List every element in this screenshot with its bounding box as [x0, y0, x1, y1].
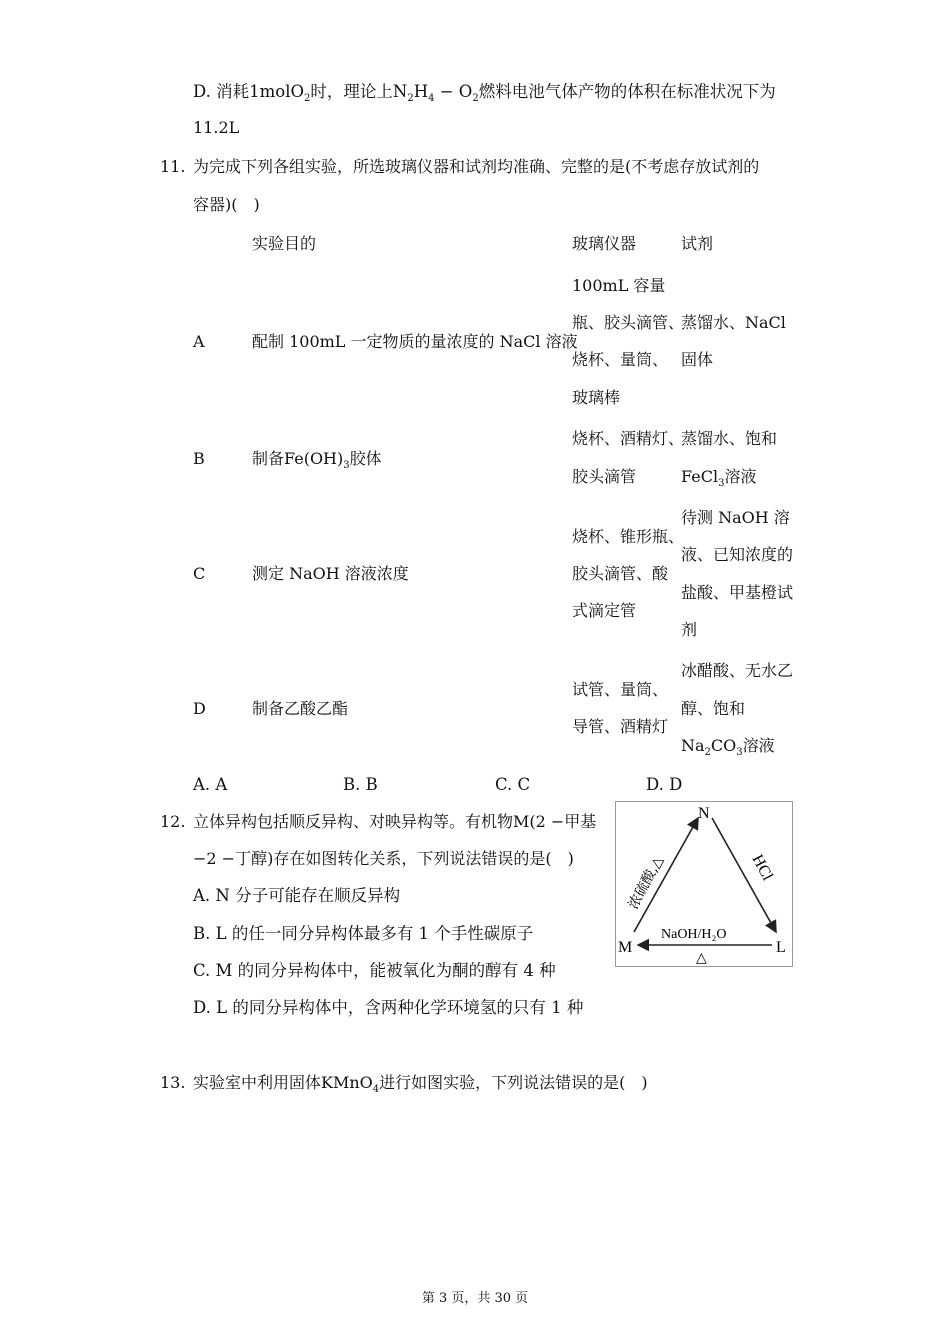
header-glassware: 玻璃仪器 — [572, 234, 637, 253]
row-purpose: 制备乙酸乙酯 — [252, 699, 349, 718]
row-glass-line: 100mL 容量 — [572, 276, 666, 295]
answer-option-a[interactable]: A. N 分子可能存在顺反异构 — [193, 886, 401, 905]
row-reagent-line: $Na_2CO_3$溶液 — [681, 736, 775, 758]
row-glass-line: 瓶、胶头滴管、 — [572, 313, 685, 332]
heat-symbol: △ — [696, 950, 707, 966]
right-reagent-label: HCl — [748, 851, 776, 884]
row-glass-line: 烧杯、锥形瓶、 — [572, 527, 685, 546]
question-number: 12. — [160, 812, 186, 831]
question-stem: 立体异构包括顺反异构、对映异构等。有机物M(2 −甲基 — [193, 812, 597, 831]
row-glass-line: 试管、量筒、 — [572, 680, 669, 699]
question-stem: 实验室中利用固体KMnO$_4$进行如图实验，下列说法错误的是( ) — [193, 1073, 648, 1095]
row-purpose: 测定 NaOH 溶液浓度 — [252, 564, 409, 583]
row-glass-line: 烧杯、酒精灯、 — [572, 429, 685, 448]
row-label: D — [193, 699, 206, 718]
node-l: L — [776, 939, 786, 956]
answer-option-a[interactable]: A. A — [193, 775, 228, 794]
bottom-reagent-label: NaOH/H₂O — [661, 927, 727, 942]
node-m: M — [618, 939, 633, 956]
row-label: B — [193, 449, 205, 468]
row-reagent-line: 蒸馏水、NaCl — [681, 313, 786, 332]
row-glass-line: 胶头滴管 — [572, 467, 637, 486]
row-reagent-line: 冰醋酸、无水乙 — [681, 661, 794, 680]
answer-option-c[interactable]: C. C — [495, 775, 531, 794]
header-purpose: 实验目的 — [252, 234, 317, 253]
row-reagent-line: 液、已知浓度的 — [681, 545, 794, 564]
question-stem-cont: −2 −丁醇)存在如图转化关系，下列说法错误的是( ) — [193, 849, 574, 868]
row-label: C — [193, 564, 206, 583]
row-reagent-line: 醇、饱和 — [681, 699, 746, 718]
row-reagent-line: 固体 — [681, 350, 714, 369]
header-reagent: 试剂 — [681, 234, 714, 253]
conversion-diagram — [615, 801, 793, 967]
row-glass-line: 导管、酒精灯 — [572, 717, 669, 736]
answer-option-d[interactable]: D. L 的同分异构体中，含两种化学环境氢的只有 1 种 — [193, 998, 584, 1017]
row-glass-line: 式滴定管 — [572, 601, 637, 620]
row-reagent-line: 待测 NaOH 溶 — [681, 508, 790, 527]
question-number: 13. — [160, 1073, 186, 1092]
question-stem: 为完成下列各组实验，所选玻璃仪器和试剂均准确、完整的是(不考虑存放试剂的 — [193, 157, 760, 176]
q10-option-d-cont: 11.2L — [193, 118, 240, 137]
question-stem-cont: 容器)( ) — [193, 195, 260, 214]
left-reagent-label: 浓硫酸,△ — [625, 853, 667, 912]
answer-option-d[interactable]: D. D — [646, 775, 683, 794]
row-glass-line: 胶头滴管、酸 — [572, 564, 669, 583]
answer-option-b[interactable]: B. B — [343, 775, 378, 794]
row-purpose: 制备$Fe(OH)_3$胶体 — [252, 449, 382, 471]
q10-option-d: D. 消耗1molO$_2$时，理论上$N_2H_4 - O_2$燃料电池气体产物的体积在标准状况下为 — [193, 82, 776, 104]
answer-option-b[interactable]: B. L 的任一同分异构体最多有 1 个手性碳原子 — [193, 924, 534, 943]
row-reagent-line: 剂 — [681, 620, 698, 639]
row-reagent-line: 蒸馏水、饱和 — [681, 429, 778, 448]
row-purpose: 配制 100mL 一定物质的量浓度的 NaCl 溶液 — [252, 332, 578, 351]
row-reagent-line: 盐酸、甲基橙试 — [681, 583, 794, 602]
question-number: 11. — [160, 157, 186, 176]
row-label: A — [193, 332, 205, 351]
node-n: N — [698, 805, 710, 822]
page-footer: 第 3 页，共 30 页 — [421, 1291, 529, 1306]
row-reagent-line: FeCl$_3$溶液 — [681, 467, 757, 489]
row-glass-line: 玻璃棒 — [572, 388, 621, 407]
answer-option-c[interactable]: C. M 的同分异构体中，能被氧化为酮的醇有 4 种 — [193, 961, 556, 980]
row-glass-line: 烧杯、量筒、 — [572, 350, 669, 369]
